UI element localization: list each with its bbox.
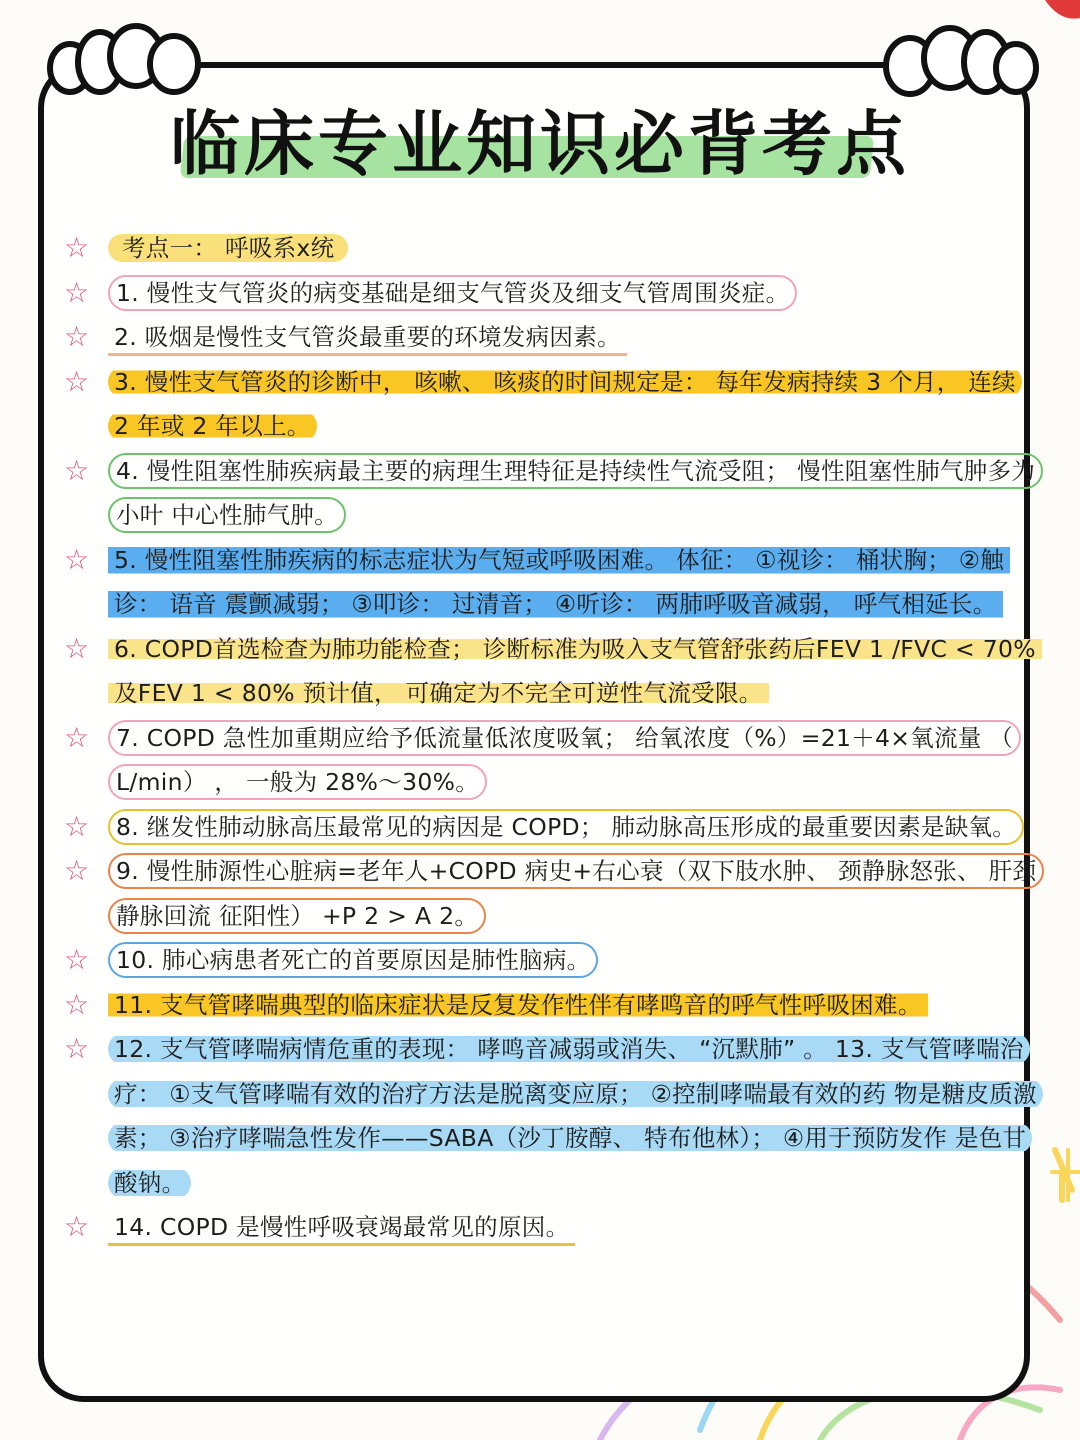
list-item <box>62 449 1042 538</box>
item-text: 3. 慢性支气管炎的诊断中， 咳嗽、 咳痰的时间规定是： 每年发病持续 3 个月， 连续 2 年或 2 年以上。 <box>108 366 1022 443</box>
list-item <box>62 805 1042 850</box>
star-icon: ☆ <box>64 453 90 487</box>
content-list <box>62 226 1042 1250</box>
item-text: 6. COPD首选检查为肺功能检查； 诊断标准为吸入支气管舒张药后FEV 1 /FVC < 70%及FEV 1 < 80% 预计值， 可确定为不完全可逆性气流受限。 <box>108 633 1042 710</box>
star-icon: ☆ <box>64 231 90 264</box>
star-icon: ☆ <box>64 854 90 887</box>
star-icon: ☆ <box>64 1032 90 1065</box>
list-item <box>62 1027 1042 1205</box>
section-header-item <box>62 226 1042 271</box>
item-text: 11. 支气管哮喘典型的临床症状是反复发作性伴有哮鸣音的呼气性呼吸困难。 <box>108 989 928 1021</box>
item-text: 14. COPD 是慢性呼吸衰竭最常见的原因。 <box>108 1211 575 1246</box>
star-icon: ☆ <box>64 320 90 353</box>
page-title: 临床专业知识必背考点 <box>170 103 910 185</box>
item-text: 2. 吸烟是慢性支气管炎最重要的环境发病因素。 <box>108 321 627 356</box>
list-item <box>62 315 1042 360</box>
item-text: 7. COPD 急性加重期应给予低流量低浓度吸氧； 给氧浓度（%）=21＋4×氧流量 （ L/min） ， 一般为 28%～30%。 <box>108 720 1021 801</box>
item-text: 9. 慢性肺源性心脏病=老年人+COPD 病史+右心衰（双下肢水肿、 颈静脉怒张、 肝颈静脉回流 征阳性） +P 2 > A 2。 <box>108 853 1044 934</box>
list-item <box>62 1205 1042 1250</box>
list-item <box>62 538 1042 627</box>
list-item <box>62 938 1042 983</box>
item-text: 10. 肺心病患者死亡的首要原因是肺性脑病。 <box>108 942 598 978</box>
list-item <box>62 849 1042 938</box>
star-icon: ☆ <box>64 987 90 1021</box>
list-item <box>62 983 1042 1028</box>
red-corner-decoration <box>1045 0 1080 19</box>
section-header: 考点一： 呼吸系x统 <box>108 234 348 262</box>
list-item <box>62 360 1042 449</box>
star-icon: ☆ <box>64 1210 90 1243</box>
cloud-left-icon <box>44 20 214 100</box>
item-text: 8. 继发性肺动脉高压最常见的病因是 COPD； 肺动脉高压形成的最重要因素是缺氧。 <box>108 809 1024 845</box>
star-icon: ☆ <box>64 943 90 976</box>
list-item <box>62 716 1042 805</box>
title-area <box>0 96 1080 196</box>
star-icon: ☆ <box>64 364 90 398</box>
star-icon: ☆ <box>64 542 90 576</box>
item-text: 4. 慢性阻塞性肺疾病最主要的病理生理特征是持续性气流受阻； 慢性阻塞性肺气肿多为小叶 中心性肺气肿。 <box>108 453 1043 534</box>
cloud-right-icon <box>870 20 1050 100</box>
item-text: 5. 慢性阻塞性肺疾病的标志症状为气短或呼吸困难。 体征： ①视诊： 桶状胸； ②触诊： 语音 震颤减弱； ③叩诊： 过清音； ④听诊： 两肺呼吸音减弱， 呼气相延长。 <box>108 544 1010 621</box>
star-icon: ☆ <box>64 809 90 843</box>
star-icon: ☆ <box>64 631 90 665</box>
star-icon: ☆ <box>64 720 90 754</box>
item-text: 12. 支气管哮喘病情危重的表现： 哮鸣音减弱或消失、 “沉默肺” 。 13. 支气管哮喘治疗： ①支气管哮喘有效的治疗方法是脱离变应原； ②控制哮喘最有效的药 物是糖皮质激素； ③治疗哮喘急性发作——SABA（沙丁胺醇、 特布他林）； ④用于预防发作 是色甘酸钠。 <box>108 1033 1043 1199</box>
list-item <box>62 627 1042 716</box>
star-icon: ☆ <box>64 275 90 309</box>
item-text: 1. 慢性支气管炎的病变基础是细支气管炎及细支气管周围炎症。 <box>108 275 797 311</box>
list-item <box>62 271 1042 316</box>
